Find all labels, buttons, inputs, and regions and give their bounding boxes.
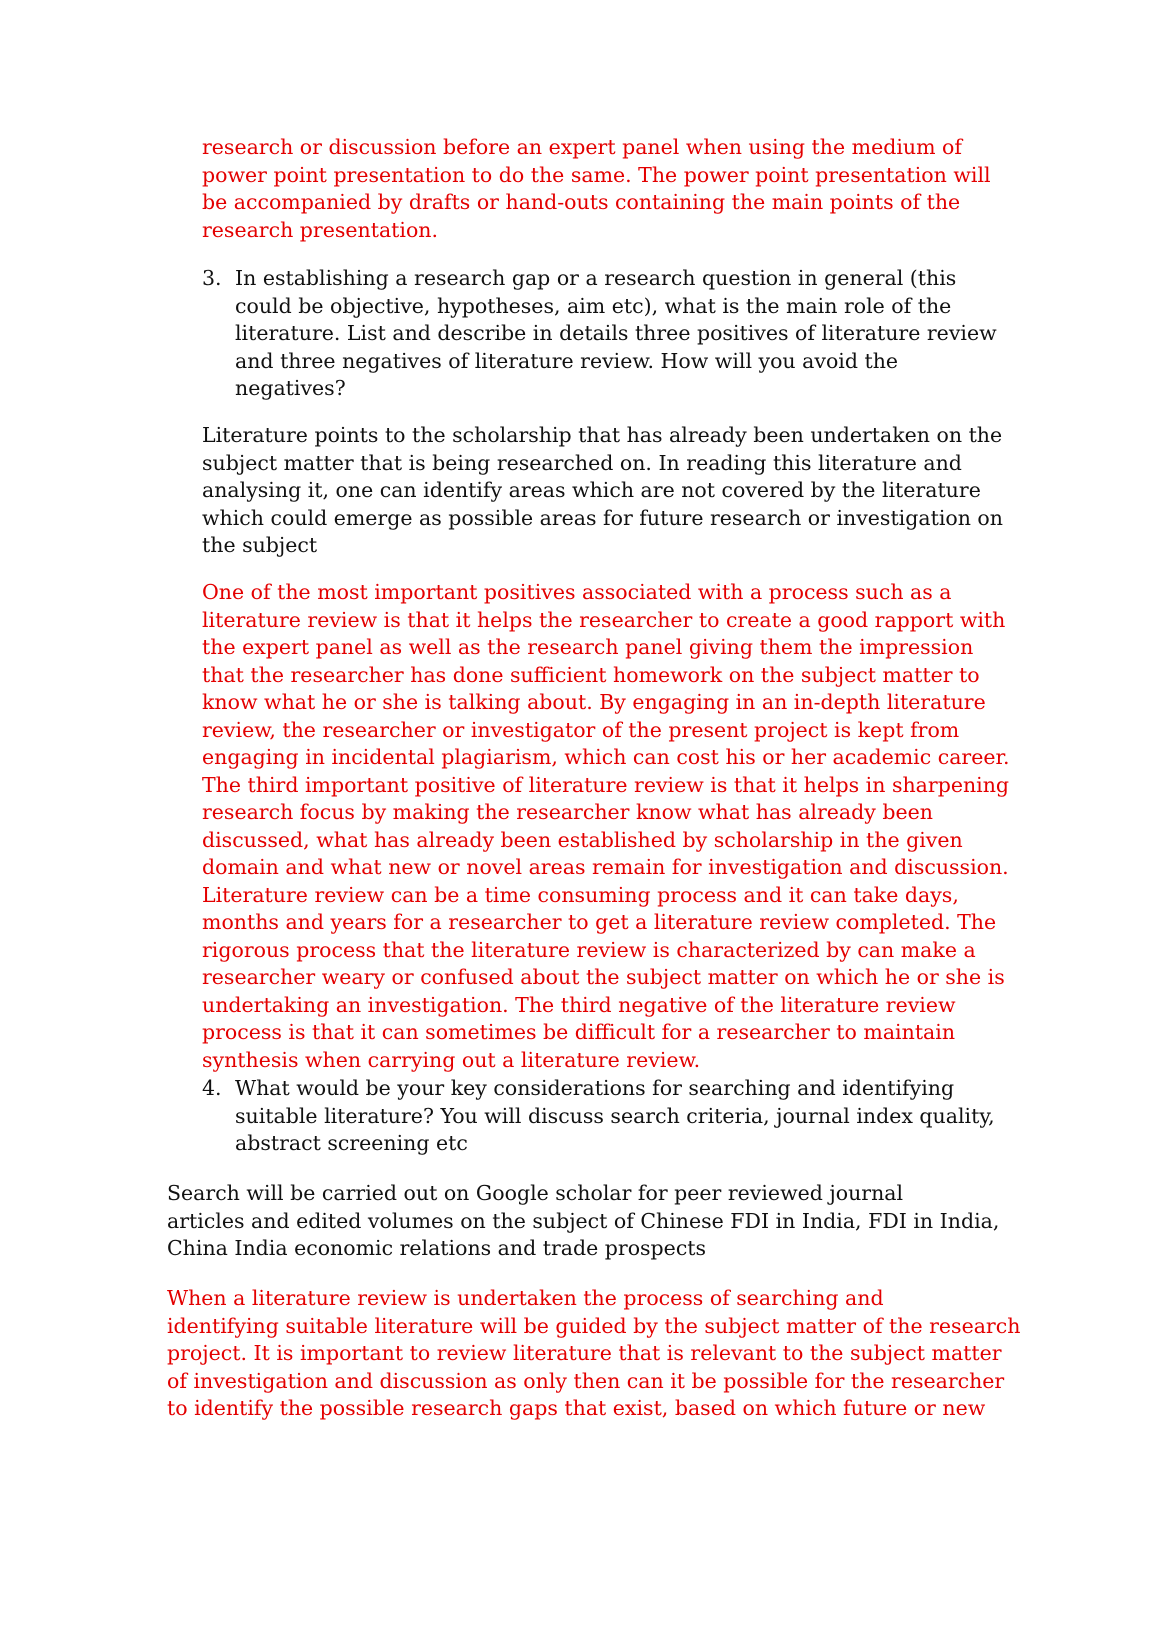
question-4-number: 4.	[202, 1076, 222, 1100]
literature-points-paragraph: Literature points to the scholarship that has already been undertaken on the subject matter that is being researched on. In reading this literature and analysing it, one can identify areas which are not covered by the literature which could emerge as possible areas for future research or investigation on the subject	[202, 423, 1003, 557]
intro-red-paragraph: research or discussion before an expert panel when using the medium of power point presentation to do the same. The power point presentation will be accompanied by drafts or hand-outs containing the main points of the research presentation.	[202, 135, 991, 242]
question-3-text: In establishing a research gap or a research question in general (this could be objective, hypotheses, aim etc), what is the main role of the literature. List and describe in details three positives of literature review and three negatives of literature review. How will you avoid the negatives?	[235, 266, 997, 400]
final-red-paragraph: When a literature review is undertaken the process of searching and identifying suitable literature will be guided by the subject matter of the research project. It is important to review literature that is relevant to the subject matter of investigation and discussion as only then can it be possible for the researcher to identify the possible research gaps that exist, based on which future or new	[167, 1286, 1021, 1420]
question-4-text: What would be your key considerations for searching and identifying suitable literature? You will discuss search criteria, journal index quality, abstract screening etc	[235, 1076, 995, 1155]
search-paragraph: Search will be carried out on Google scholar for peer reviewed journal articles and edited volumes on the subject of Chinese FDI in India, FDI in India, China India economic relations and trade prospects	[167, 1181, 1000, 1260]
positives-negatives-paragraph: One of the most important positives associated with a process such as a literature review is that it helps the researcher to create a good rapport with the expert panel as well as the research panel giving them the impression that the researcher has done sufficient homework on the subject matter to know what he or she is talking about. By engaging in an in-depth literature review, the researcher or investigator of the present project is kept from engaging in incidental plagiarism, which can cost his or her academic career. The third important positive of literature review is that it helps in sharpening research focus by making the researcher know what has already been discussed, what has already been established by scholarship in the given domain and what new or novel areas remain for investigation and discussion. Literature review can be a time consuming process and it can take days, months and years for a researcher to get a literature review completed. The rigorous process that the literature review is characterized by can make a researcher weary or confused about the subject matter on which he or she is undertaking an investigation. The third negative of the literature review process is that it can sometimes be difficult for a researcher to maintain synthesis when carrying out a literature review.	[202, 580, 1010, 1072]
question-3-number: 3.	[202, 266, 222, 290]
